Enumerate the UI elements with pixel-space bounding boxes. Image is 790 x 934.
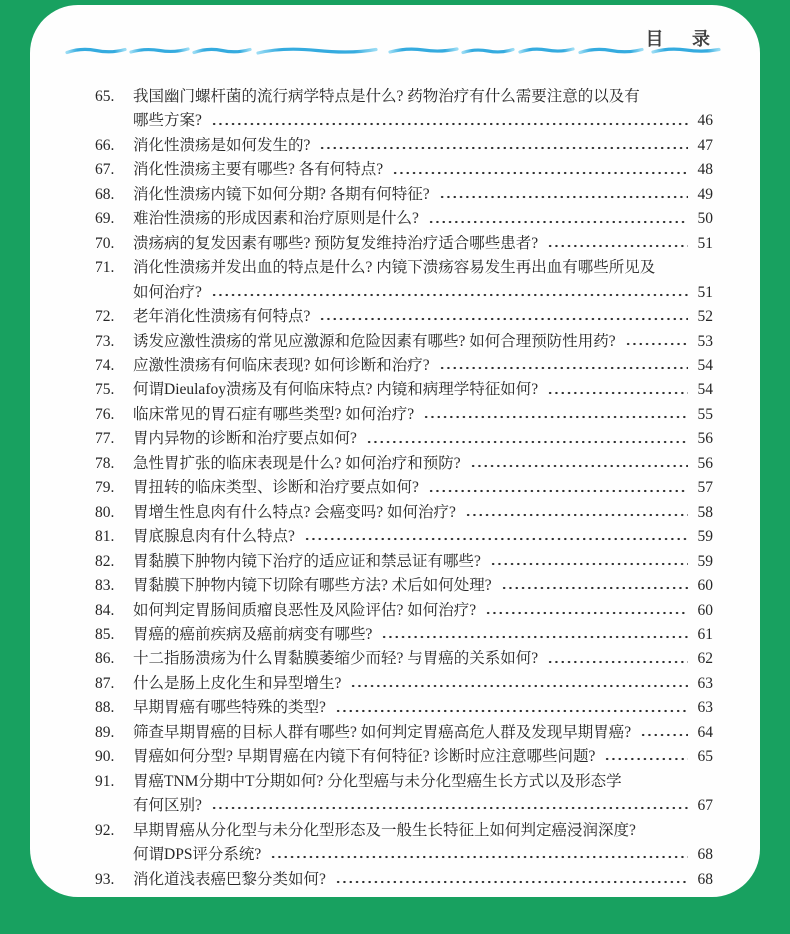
entry-number: 70. — [95, 234, 115, 252]
entry-number: 93. — [95, 870, 115, 888]
entry-last-line — [133, 109, 713, 133]
toc-entry — [95, 574, 713, 598]
entry-last-line — [133, 525, 713, 549]
entry-text: 老年消化性溃疡有何特点? — [133, 308, 311, 326]
entry-number: 87. — [95, 674, 115, 692]
toc-entry — [95, 256, 713, 305]
entry-last-line — [133, 305, 713, 329]
entry-last-line — [133, 647, 713, 671]
entry-text: 何谓DPS评分系统? — [133, 846, 262, 864]
entry-last-line — [133, 330, 713, 354]
toc-entry — [95, 623, 713, 647]
entry-number: 68. — [95, 185, 115, 203]
entry-text: 溃疡病的复发因素有哪些? 预防复发维持治疗适合哪些患者? — [133, 234, 539, 252]
entry-page-number: 47 — [697, 136, 713, 154]
dot-leader — [547, 647, 688, 671]
dot-leader — [423, 403, 688, 427]
entry-body — [133, 232, 713, 256]
page-title: 目 录 — [645, 29, 712, 49]
entry-page-number: 56 — [697, 454, 713, 472]
dot-leader — [465, 501, 688, 525]
entry-body — [133, 476, 713, 500]
entry-body — [133, 696, 713, 720]
dot-leader — [547, 232, 688, 256]
entry-last-line — [133, 843, 713, 867]
entry-number: 72. — [95, 308, 115, 326]
entry-number: 80. — [95, 503, 115, 521]
entry-text-line1: 早期胃癌从分化型与未分化型形态及一般生长特征上如何判定癌浸润深度? — [133, 821, 636, 839]
page-header — [30, 5, 760, 85]
entry-page-number: 63 — [697, 699, 713, 717]
entry-text: 消化性溃疡是如何发生的? — [133, 136, 311, 154]
dot-leader — [335, 696, 688, 720]
entry-page-number: 56 — [697, 430, 713, 448]
toc-entry — [95, 85, 713, 134]
entry-page-number: 68 — [697, 846, 713, 864]
entry-text-line1: 胃癌TNM分期中T分期如何? 分化型癌与未分化型癌生长方式以及形态学 — [133, 772, 622, 790]
entry-text: 胃扭转的临床类型、诊断和治疗要点如何? — [133, 479, 419, 497]
entry-number: 85. — [95, 625, 115, 643]
entry-number: 75. — [95, 381, 115, 399]
dot-leader — [428, 476, 688, 500]
toc-entry — [95, 647, 713, 671]
toc-list — [30, 85, 760, 892]
entry-last-line — [133, 501, 713, 525]
toc-entry — [95, 134, 713, 158]
entry-page-number: 68 — [697, 870, 713, 888]
entry-text: 胃癌如何分型? 早期胃癌在内镜下有何特征? 诊断时应注意哪些问题? — [133, 748, 596, 766]
entry-body — [133, 574, 713, 598]
dot-leader — [640, 721, 688, 745]
entry-number: 90. — [95, 748, 115, 766]
entry-text: 胃癌的癌前疾病及癌前病变有哪些? — [133, 625, 373, 643]
entry-body — [133, 599, 713, 623]
entry-body — [133, 501, 713, 525]
entry-page-number: 59 — [697, 528, 713, 546]
toc-entry — [95, 501, 713, 525]
toc-entry — [95, 305, 713, 329]
dot-leader — [625, 330, 688, 354]
entry-body — [133, 819, 713, 868]
entry-body — [133, 207, 713, 231]
dot-leader — [335, 868, 688, 892]
entry-page-number: 55 — [697, 405, 713, 423]
entry-body — [133, 525, 713, 549]
entry-number: 77. — [95, 430, 115, 448]
toc-entry — [95, 550, 713, 574]
entry-body — [133, 354, 713, 378]
entry-page-number: 65 — [697, 748, 713, 766]
entry-page-number: 48 — [697, 161, 713, 179]
entry-number: 74. — [95, 356, 115, 374]
toc-entry — [95, 525, 713, 549]
entry-page-number: 58 — [697, 503, 713, 521]
entry-body — [133, 647, 713, 671]
toc-page — [30, 5, 760, 897]
entry-text: 胃内异物的诊断和治疗要点如何? — [133, 430, 357, 448]
entry-body — [133, 256, 713, 305]
entry-page-number: 46 — [697, 112, 713, 130]
entry-body — [133, 550, 713, 574]
toc-entry — [95, 721, 713, 745]
entry-number: 76. — [95, 405, 115, 423]
entry-last-line — [133, 868, 713, 892]
dot-leader — [428, 207, 688, 231]
entry-last-line — [133, 794, 713, 818]
entry-number: 86. — [95, 650, 115, 668]
entry-page-number: 63 — [697, 674, 713, 692]
entry-last-line — [133, 745, 713, 769]
entry-page-number: 67 — [697, 797, 713, 815]
toc-entry — [95, 745, 713, 769]
toc-entry — [95, 868, 713, 892]
entry-page-number: 52 — [697, 308, 713, 326]
entry-body — [133, 623, 713, 647]
entry-number: 73. — [95, 332, 115, 350]
entry-text: 筛查早期胃癌的目标人群有哪些? 如何判定胃癌高危人群及发现早期胃癌? — [133, 723, 632, 741]
entry-body — [133, 183, 713, 207]
toc-entry — [95, 403, 713, 427]
entry-text: 胃增生性息肉有什么特点? 会癌变吗? 如何治疗? — [133, 503, 456, 521]
entry-text: 消化性溃疡主要有哪些? 各有何特点? — [133, 161, 384, 179]
entry-last-line — [133, 281, 713, 305]
entry-page-number: 60 — [697, 601, 713, 619]
entry-number: 69. — [95, 210, 115, 228]
entry-last-line — [133, 183, 713, 207]
dot-leader — [501, 574, 688, 598]
entry-page-number: 49 — [697, 185, 713, 203]
entry-body — [133, 378, 713, 402]
entry-number: 81. — [95, 528, 115, 546]
entry-body — [133, 134, 713, 158]
entry-last-line — [133, 599, 713, 623]
entry-last-line — [133, 672, 713, 696]
toc-entry — [95, 207, 713, 231]
toc-entry — [95, 378, 713, 402]
entry-text: 何谓Dieulafoy溃疡及有何临床特点? 内镜和病理学特征如何? — [133, 381, 539, 399]
entry-body — [133, 721, 713, 745]
entry-text: 消化道浅表癌巴黎分类如何? — [133, 870, 326, 888]
dot-leader — [211, 281, 688, 305]
entry-page-number: 50 — [697, 210, 713, 228]
dot-leader — [547, 378, 688, 402]
entry-last-line — [133, 623, 713, 647]
entry-last-line — [133, 427, 713, 451]
entry-number: 83. — [95, 577, 115, 595]
entry-page-number: 51 — [697, 234, 713, 252]
entry-number: 89. — [95, 723, 115, 741]
entry-body — [133, 158, 713, 182]
toc-entry — [95, 599, 713, 623]
toc-entry — [95, 232, 713, 256]
entry-last-line — [133, 354, 713, 378]
entry-last-line — [133, 721, 713, 745]
entry-number: 82. — [95, 552, 115, 570]
dot-leader — [470, 452, 688, 476]
dot-leader — [604, 745, 688, 769]
entry-text: 十二指肠溃疡为什么胃黏膜萎缩少而轻? 与胃癌的关系如何? — [133, 650, 539, 668]
entry-page-number: 53 — [697, 332, 713, 350]
entry-text: 急性胃扩张的临床表现是什么? 如何治疗和预防? — [133, 454, 461, 472]
dot-leader — [366, 427, 688, 451]
entry-number: 84. — [95, 601, 115, 619]
dot-leader — [439, 183, 688, 207]
entry-page-number: 54 — [697, 356, 713, 374]
entry-text: 难治性溃疡的形成因素和治疗原则是什么? — [133, 210, 419, 228]
dot-leader — [319, 134, 688, 158]
entry-last-line — [133, 452, 713, 476]
entry-number: 91. — [95, 772, 115, 790]
entry-number: 88. — [95, 699, 115, 717]
entry-body — [133, 403, 713, 427]
dot-leader — [485, 599, 688, 623]
entry-last-line — [133, 476, 713, 500]
entry-text: 有何区别? — [133, 797, 202, 815]
entry-number: 71. — [95, 259, 115, 277]
dot-leader — [392, 158, 688, 182]
entry-page-number: 59 — [697, 552, 713, 570]
entry-body — [133, 330, 713, 354]
toc-entry — [95, 819, 713, 868]
dot-leader — [490, 550, 688, 574]
entry-text: 诱发应激性溃疡的常见应激源和危险因素有哪些? 如何合理预防性用药? — [133, 332, 616, 350]
entry-text: 胃底腺息肉有什么特点? — [133, 528, 295, 546]
dot-leader — [211, 794, 688, 818]
dot-leader — [350, 672, 688, 696]
entry-text: 胃黏膜下肿物内镜下治疗的适应证和禁忌证有哪些? — [133, 552, 481, 570]
entry-text: 什么是肠上皮化生和异型增生? — [133, 674, 342, 692]
entry-last-line — [133, 134, 713, 158]
entry-text: 如何治疗? — [133, 283, 202, 301]
entry-page-number: 57 — [697, 479, 713, 497]
entry-body — [133, 452, 713, 476]
wave-divider-icon — [65, 45, 723, 57]
toc-entry — [95, 452, 713, 476]
toc-entry — [95, 427, 713, 451]
entry-text: 早期胃癌有哪些特殊的类型? — [133, 699, 326, 717]
entry-last-line — [133, 696, 713, 720]
entry-page-number: 60 — [697, 577, 713, 595]
toc-entry — [95, 672, 713, 696]
entry-last-line — [133, 207, 713, 231]
toc-entry — [95, 158, 713, 182]
entry-text: 如何判定胃肠间质瘤良恶性及风险评估? 如何治疗? — [133, 601, 477, 619]
entry-last-line — [133, 232, 713, 256]
entry-body — [133, 427, 713, 451]
entry-page-number: 54 — [697, 381, 713, 399]
entry-body — [133, 868, 713, 892]
entry-number: 67. — [95, 161, 115, 179]
dot-leader — [319, 305, 688, 329]
entry-number: 92. — [95, 821, 115, 839]
entry-number: 66. — [95, 136, 115, 154]
entry-last-line — [133, 574, 713, 598]
entry-number: 65. — [95, 88, 115, 105]
entry-number: 79. — [95, 479, 115, 497]
entry-text: 胃黏膜下肿物内镜下切除有哪些方法? 术后如何处理? — [133, 577, 492, 595]
toc-entry — [95, 770, 713, 819]
dot-leader — [211, 109, 688, 133]
dot-leader — [439, 354, 688, 378]
entry-last-line — [133, 403, 713, 427]
dot-leader — [304, 525, 688, 549]
toc-entry — [95, 183, 713, 207]
entry-number: 78. — [95, 454, 115, 472]
dot-leader — [270, 843, 688, 867]
entry-last-line — [133, 158, 713, 182]
entry-last-line — [133, 550, 713, 574]
entry-body — [133, 672, 713, 696]
toc-entry — [95, 696, 713, 720]
entry-body — [133, 85, 713, 134]
entry-body — [133, 770, 713, 819]
entry-page-number: 62 — [697, 650, 713, 668]
toc-entry — [95, 330, 713, 354]
entry-text: 哪些方案? — [133, 112, 202, 130]
entry-body — [133, 745, 713, 769]
entry-body — [133, 305, 713, 329]
toc-entry — [95, 476, 713, 500]
entry-text: 应激性溃疡有何临床表现? 如何诊断和治疗? — [133, 356, 430, 374]
entry-page-number: 61 — [697, 625, 713, 643]
entry-text-line1: 消化性溃疡并发出血的特点是什么? 内镜下溃疡容易发生再出血有哪些所见及 — [133, 259, 656, 277]
entry-page-number: 51 — [697, 283, 713, 301]
entry-page-number: 64 — [697, 723, 713, 741]
entry-text: 临床常见的胃石症有哪些类型? 如何治疗? — [133, 405, 415, 423]
entry-text-line1: 我国幽门螺杆菌的流行病学特点是什么? 药物治疗有什么需要注意的以及有 — [133, 88, 640, 105]
toc-entry — [95, 354, 713, 378]
dot-leader — [381, 623, 688, 647]
entry-last-line — [133, 378, 713, 402]
entry-text: 消化性溃疡内镜下如何分期? 各期有何特征? — [133, 185, 430, 203]
